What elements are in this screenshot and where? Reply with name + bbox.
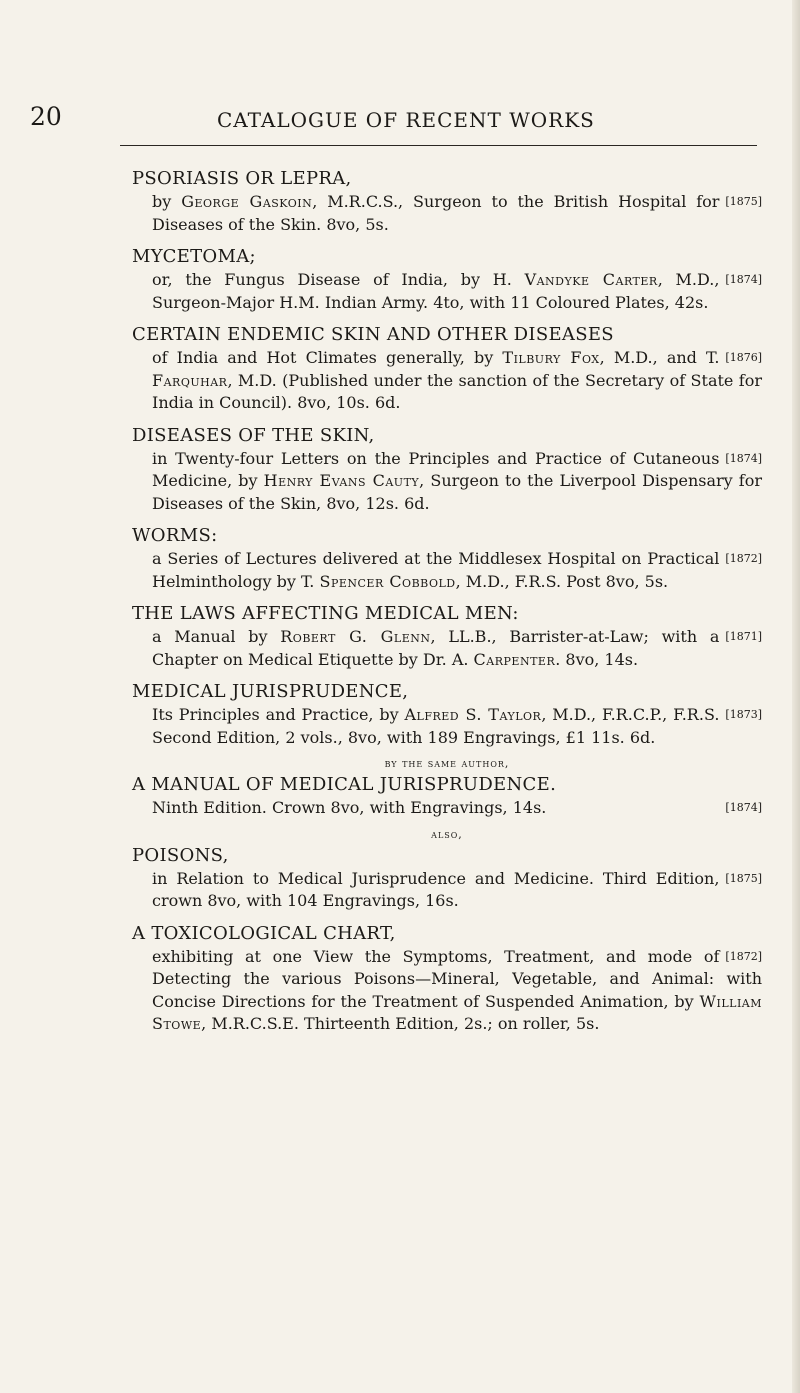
entry-text: in Twenty-four Letters on the Principles and Practice of Cutaneous Medicine, by (152, 448, 720, 490)
entry-text: , M.R.C.S., Surgeon to the British Hospital for Diseases of the Skin. 8vo, 5s. (152, 192, 720, 234)
entry-description (152, 797, 762, 820)
entry-description (152, 448, 762, 516)
header-rule (120, 145, 757, 146)
entry-author: Tilbury Fox (502, 348, 600, 367)
entry-year: [1876] (725, 351, 762, 364)
entry-text: a Manual by (152, 627, 281, 646)
entry-text: Ninth Edition. Crown 8vo, with Engravings, 14s. (152, 798, 547, 817)
catalogue-entry (132, 679, 762, 749)
entry-year: [1871] (725, 630, 762, 643)
catalogue-entry (132, 757, 762, 820)
entry-text: of India and Hot Climates generally, by (152, 348, 503, 367)
entry-text: , M.D., Surgeon-Major H.M. Indian Army. 4to, with 11 Coloured Plates, 42s. (152, 270, 720, 312)
entry-author: William Stowe (152, 991, 762, 1033)
entry-description (152, 269, 762, 314)
catalogue-entry (132, 828, 762, 913)
catalogue-entry (132, 322, 762, 415)
catalogue-entry (132, 244, 762, 314)
entry-author: Henry Evans Cauty (263, 471, 420, 490)
entry-author: Carpenter (473, 649, 556, 669)
entry-text: Its Principles and Practice, by (152, 705, 405, 724)
entry-text: in Relation to Medical Jurisprudence and Medicine. Third Edition, crown 8vo, with 104 Engravings, 16s. (152, 868, 720, 910)
entry-description (152, 946, 762, 1036)
entry-description (152, 626, 762, 671)
entry-heading: MYCETOMA; (132, 246, 256, 267)
entry-text: , M.D., F.R.S. Post 8vo, 5s. (455, 571, 669, 591)
entry-heading: A TOXICOLOGICAL CHART, (132, 922, 396, 944)
catalogue-entry (132, 921, 762, 1036)
entry-text: . 8vo, 14s. (555, 649, 639, 669)
entry-text: , M.R.C.S.E. Thirteenth Edition, 2s.; on roller, 5s. (201, 1014, 600, 1033)
entry-heading: POISONS, (132, 844, 229, 866)
entry-description (152, 704, 762, 749)
entry-text: a Series of Lectures delivered at the Middlesex Hospital on Practical Helminthology by T. (152, 549, 720, 591)
running-head: CATALOGUE OF RECENT WORKS (217, 108, 595, 132)
entry-author: Robert G. Glenn (280, 627, 431, 646)
entry-description (152, 868, 762, 913)
entry-text: , LL.B., Barrister-at-Law; with a Chapter on Medical Etiquette by Dr. A. (152, 627, 720, 669)
catalogue-entry (132, 601, 762, 671)
entry-heading: A MANUAL OF MEDICAL JURISPRUDENCE. (132, 774, 557, 795)
entry-year: [1874] (725, 273, 762, 286)
entry-year: [1872] (725, 949, 762, 963)
entry-heading: DISEASES OF THE SKIN, (132, 424, 375, 446)
entry-author: Alfred S. Taylor (404, 705, 542, 724)
entry-year: [1872] (725, 552, 762, 565)
entry-heading: CERTAIN ENDEMIC SKIN AND OTHER DISEASES (132, 324, 614, 345)
page-number: 20 (30, 102, 62, 131)
entry-note: also, (431, 827, 463, 841)
entry-year: [1875] (725, 195, 762, 208)
entry-year: [1874] (725, 801, 762, 814)
catalogue-entry (132, 423, 762, 516)
entry-year: [1874] (725, 451, 762, 465)
entry-text: exhibiting at one View the Symptoms, Treatment, and mode of Detecting the various Poisons—Mineral, Vegetable, and Animal: with Concise Directions for the Treatment of Suspended Animation, by (152, 946, 762, 1011)
entry-heading: PSORIASIS OR LEPRA, (132, 168, 352, 189)
entry-author: Vandyke Carter (524, 270, 658, 289)
entry-year: [1873] (725, 708, 762, 721)
entry-description (152, 347, 762, 415)
entry-year: [1875] (725, 871, 762, 885)
entry-author: George Gaskoin (181, 192, 313, 211)
entry-author: Farquhar (152, 370, 228, 390)
page-edge (792, 0, 800, 1393)
entry-heading: THE LAWS AFFECTING MEDICAL MEN: (132, 603, 519, 624)
entry-text: , M.D., F.R.C.P., F.R.S. Second Edition, 2 vols., 8vo, with 189 Engravings, £1 11s. 6d. (152, 705, 720, 747)
entry-text: , M.D., and T. (599, 348, 720, 367)
entry-heading: MEDICAL JURISPRUDENCE, (132, 681, 409, 702)
catalogue-entry (132, 166, 762, 236)
entry-text: , M.D. (Published under the sanction of the Secretary of State for India in Council). 8vo, 10s. 6d. (152, 370, 762, 412)
catalogue-entry (132, 523, 762, 593)
entry-text: or, the Fungus Disease of India, by H. (152, 270, 525, 289)
entry-description (152, 191, 762, 236)
catalogue-entries (132, 166, 762, 1044)
entry-text: by (152, 192, 182, 211)
entry-heading: WORMS: (132, 525, 218, 546)
entry-note: by the same author, (384, 757, 510, 770)
entry-text: , Surgeon to the Liverpool Dispensary for Diseases of the Skin, 8vo, 12s. 6d. (152, 471, 762, 513)
entry-description (152, 548, 762, 593)
entry-author: Spencer Cobbold (319, 571, 456, 591)
